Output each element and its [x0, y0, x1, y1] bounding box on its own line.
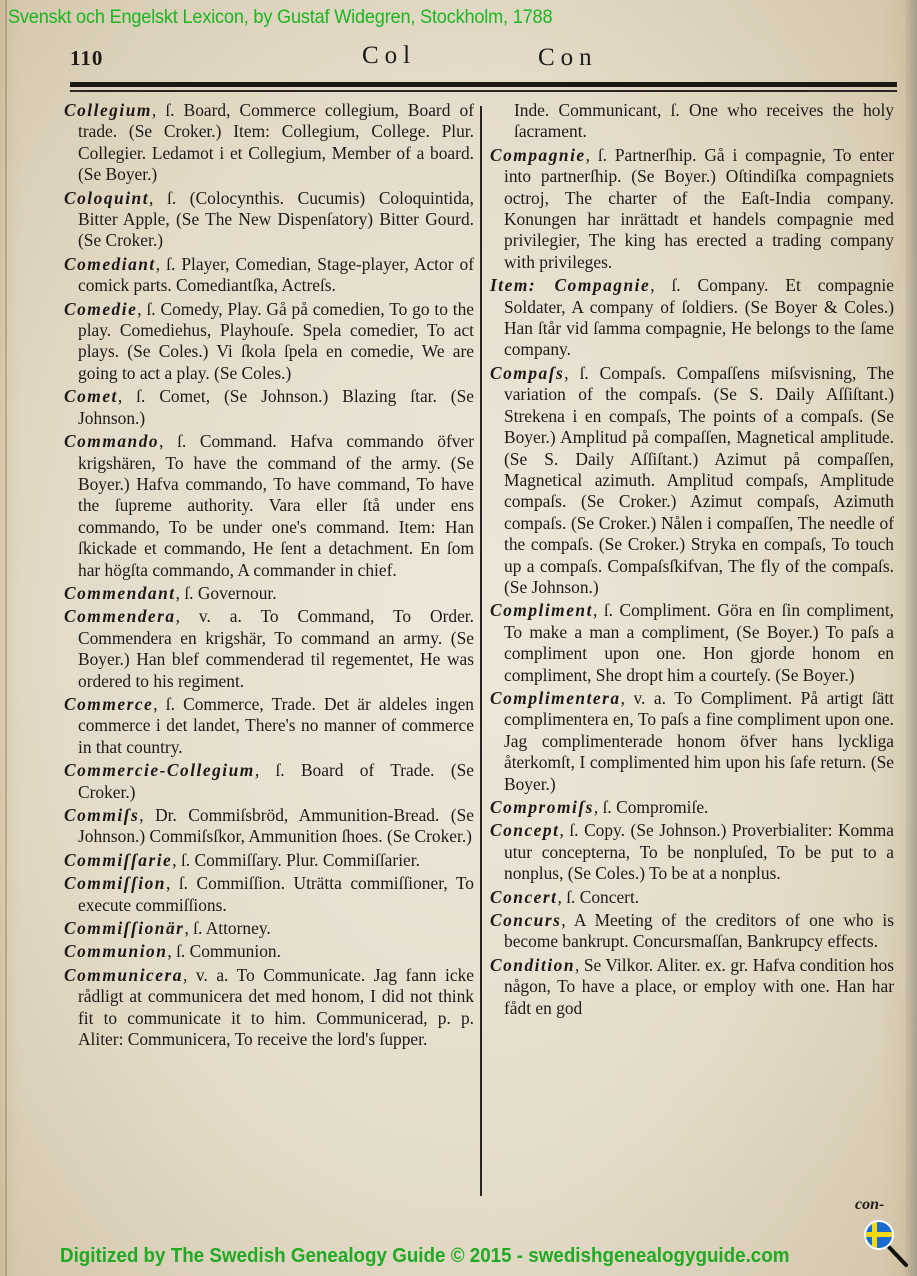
definition: , ſ. Communion.	[167, 941, 281, 962]
headword: Collegium	[64, 100, 152, 120]
dictionary-entry	[64, 873, 474, 916]
headword: Commiſſion	[64, 873, 166, 894]
definition: , ſ. Commiſſary. Plur. Commiſſarier.	[172, 849, 420, 870]
headword: Compaſs	[490, 362, 565, 383]
dictionary-entry	[64, 760, 474, 803]
dictionary-entry	[64, 805, 474, 848]
page-number: 110	[70, 46, 104, 70]
headword: Commendera	[64, 606, 176, 627]
headword: Coloquint	[64, 187, 150, 208]
headword: Concert	[490, 886, 558, 907]
headword: Commiſſionär	[64, 918, 185, 939]
headword: Compromiſs	[490, 797, 594, 817]
dictionary-entry	[490, 797, 894, 818]
dictionary-entry	[64, 965, 474, 1051]
running-head	[0, 42, 917, 78]
definition: , ſ. Compromiſe.	[593, 797, 709, 817]
headword: Comedie	[64, 298, 138, 319]
definition: , ſ. Copy. (Se Johnson.) Proverbialiter: Komma utur concepterna, To be nonpluſed, To be put to a nonplus, (Se Coles.) To be at a nonplus.	[504, 820, 894, 884]
column-divider	[480, 106, 482, 1196]
dictionary-entry	[490, 887, 894, 908]
headword: Item: Compagnie	[490, 275, 651, 296]
definition: Inde. Communicant, ſ. One who receives the holy ſacrament.	[514, 100, 894, 142]
dictionary-entry	[64, 188, 474, 252]
definition: , v. a. To Command, To Order. Commendera en krigshär, To command an army. (Se Boyer.) Han blef commenderad til regementet, He was ordered to his regiment.	[78, 606, 474, 691]
dictionary-entry	[490, 820, 894, 884]
definition: , v. a. To Compliment. På artigt ſätt complimentera en, To paſs a fine compliment upon one. Jag complimenterade honom öfver hans lyckliga återkomſt, I complimented him upon his ſafe return. (Se Boyer.)	[504, 687, 894, 794]
definition: , ſ. Comedy, Play. Gå på comedien, To go to the play. Comediehus, Playhouſe. Spela comedier, To act plays. (Se Coles.) Vi ſkola ſpela en comedie, We are going to act a play. (Se Coles.)	[78, 298, 474, 383]
dictionary-entry	[64, 386, 474, 429]
dictionary-entry	[490, 145, 894, 273]
dictionary-entry	[64, 918, 474, 939]
headword: Commerce	[64, 693, 154, 714]
definition: , ſ. Board, Commerce collegium, Board of trade. (Se Croker.) Item: Collegium, College. Plur. Collegier. Ledamot i et Collegium, Member of a board. (Se Boyer.)	[78, 100, 474, 185]
definition: , ſ. Partnerſhip. Gå i compagnie, To enter into partnerſhip. (Se Boyer.) Oſtindiſka compagniets octroj, The charter of the Eaſt-India company. Konungen har inrättadt et handels compagnie med privilegier, The king has erected a trading company with privileges.	[504, 144, 894, 272]
page-edge-shadow	[905, 0, 917, 1276]
header-rule-thin	[70, 90, 897, 92]
definition: , ſ. Compaſs. Compaſſens miſsvisning, The variation of the compaſs. (Se S. Daily Aſſiſtant.) Strekena i en compaſs, The points of a compaſs. (Se Boyer.) Amplitud på compaſſen, Magnetical amplitude. (Se S. Daily Aſſiſtant.) Azimut på compaſſen, Magnetical azimuth. Amplitud compaſs, Amplitude compaſs. (Se Croker.) Azimut compaſs, Azimuth compaſs. (Se Croker.) Nålen i compaſſen, The needle of the compaſs. (Se Croker.) Stryka en compaſs, To touch up a compaſs. Compaſsſkifvan, The fly of the compaſs. (Se Johnson.)	[504, 362, 894, 597]
dictionary-entry	[490, 275, 894, 361]
catchword: con-	[855, 1196, 885, 1213]
headword: Commiſs	[64, 805, 140, 825]
dictionary-entry	[64, 941, 474, 962]
definition: , ſ. (Colocynthis. Cucumis) Coloquintida, Bitter Apple, (Se The New Dispenſatory) Bitter Gourd. (Se Croker.)	[78, 187, 474, 251]
definition: , ſ. Concert.	[557, 886, 640, 907]
headword: Comediant	[64, 253, 156, 274]
definition: , ſ. Attorney.	[184, 918, 271, 939]
definition: , ſ. Commiſſion. Uträtta commiſſioner, To execute commiſſions.	[78, 873, 474, 915]
page-spine-shadow	[5, 0, 7, 1276]
dictionary-entry	[490, 688, 894, 795]
headword: Compliment	[490, 600, 593, 621]
definition: , ſ. Company. Et compagnie Soldater, A company of ſoldiers. (Se Boyer & Coles.) Han ſtår vid ſamma compagnie, He belongs to the ſame company.	[504, 275, 894, 360]
dictionary-entry	[64, 694, 474, 758]
dictionary-entry	[64, 850, 474, 871]
definition: , ſ. Governour.	[175, 582, 277, 603]
dictionary-entry	[490, 600, 894, 686]
dictionary-entry	[490, 955, 894, 1019]
headword: Complimentera	[490, 687, 621, 708]
guide-word-left: Col	[362, 42, 417, 69]
swedish-flag-magnifier-icon[interactable]	[862, 1218, 910, 1268]
definition: , ſ. Board of Trade. (Se Croker.)	[78, 760, 474, 802]
right-column	[490, 100, 894, 1021]
headword: Concurs	[490, 910, 562, 931]
dictionary-entry	[64, 583, 474, 604]
source-title-banner: Svenskt och Engelskt Lexicon, by Gustaf Widegren, Stockholm, 1788	[8, 6, 553, 28]
left-column	[64, 100, 474, 1052]
headword: Commendant	[64, 582, 176, 603]
dictionary-entry	[64, 431, 474, 581]
headword: Commando	[64, 431, 160, 452]
headword: Condition	[490, 954, 576, 975]
definition: , ſ. Comet, (Se Johnson.) Blazing ſtar. (Se Johnson.)	[78, 386, 474, 428]
definition: , ſ. Player, Comedian, Stage-player, Actor of comick parts. Comediantſka, Actreſs.	[78, 253, 474, 296]
headword: Commiſſarie	[64, 849, 173, 870]
dictionary-entry	[64, 606, 474, 692]
headword: Compagnie	[490, 144, 586, 165]
headword: Comet	[64, 386, 118, 407]
headword: Commercie-Collegium	[64, 760, 255, 781]
headword: Concept	[490, 820, 560, 841]
dictionary-entry	[64, 100, 474, 186]
definition: , Se Vilkor. Aliter. ex. gr. Hafva condition hos någon, To have a place, or employ with one. Han har fådt en god	[504, 954, 894, 1018]
headword: Communion	[64, 941, 168, 962]
guide-word-right: Con	[538, 44, 598, 71]
dictionary-entry	[64, 299, 474, 385]
dictionary-entry	[490, 363, 894, 598]
definition: , A Meeting of the creditors of one who is become bankrupt. Concursmaſſan, Bankrupcy effects.	[504, 910, 894, 952]
dictionary-entry	[64, 254, 474, 297]
definition: , ſ. Command. Hafva commando öfver krigshären, To have the command of the army. (Se Boyer.) Hafva commando, To have command, To have the ſupreme authority. Vara eller ſtå under ens commando, To be under one's command. Item: Han ſkickade et commando, He ſent a detachment. En ſom har högſta commando, A commander in chief.	[78, 431, 474, 580]
definition: , ſ. Commerce, Trade. Det är aldeles ingen commerce i det landet, There's no manner of commerce in that country.	[78, 693, 474, 757]
headword: Communicera	[64, 964, 183, 985]
dictionary-entry	[490, 910, 894, 953]
definition: , Dr. Commiſsbröd, Ammunition-Bread. (Se Johnson.) Commiſsſkor, Ammunition ſhoes. (Se Croker.)	[78, 805, 474, 847]
header-rule-thick	[70, 82, 897, 87]
digitization-credit-banner: Digitized by The Swedish Genealogy Guide © 2015 - swedishgenealogyguide.com	[60, 1245, 790, 1267]
dictionary-entry-continuation	[490, 100, 894, 143]
definition: , v. a. To Communicate. Jag fann icke rådligt at communicera det med honom, I did not think fit to communicate it to him. Communicerad, p. p. Aliter: Communicera, To receive the lord's ſupper.	[78, 964, 474, 1050]
definition: , ſ. Compliment. Göra en ſin compliment, To make a man a compliment, (Se Boyer.) To paſs a compliment upon one. Hon gjorde honom en compliment, She dropt him a courteſy. (Se Boyer.)	[504, 600, 894, 685]
